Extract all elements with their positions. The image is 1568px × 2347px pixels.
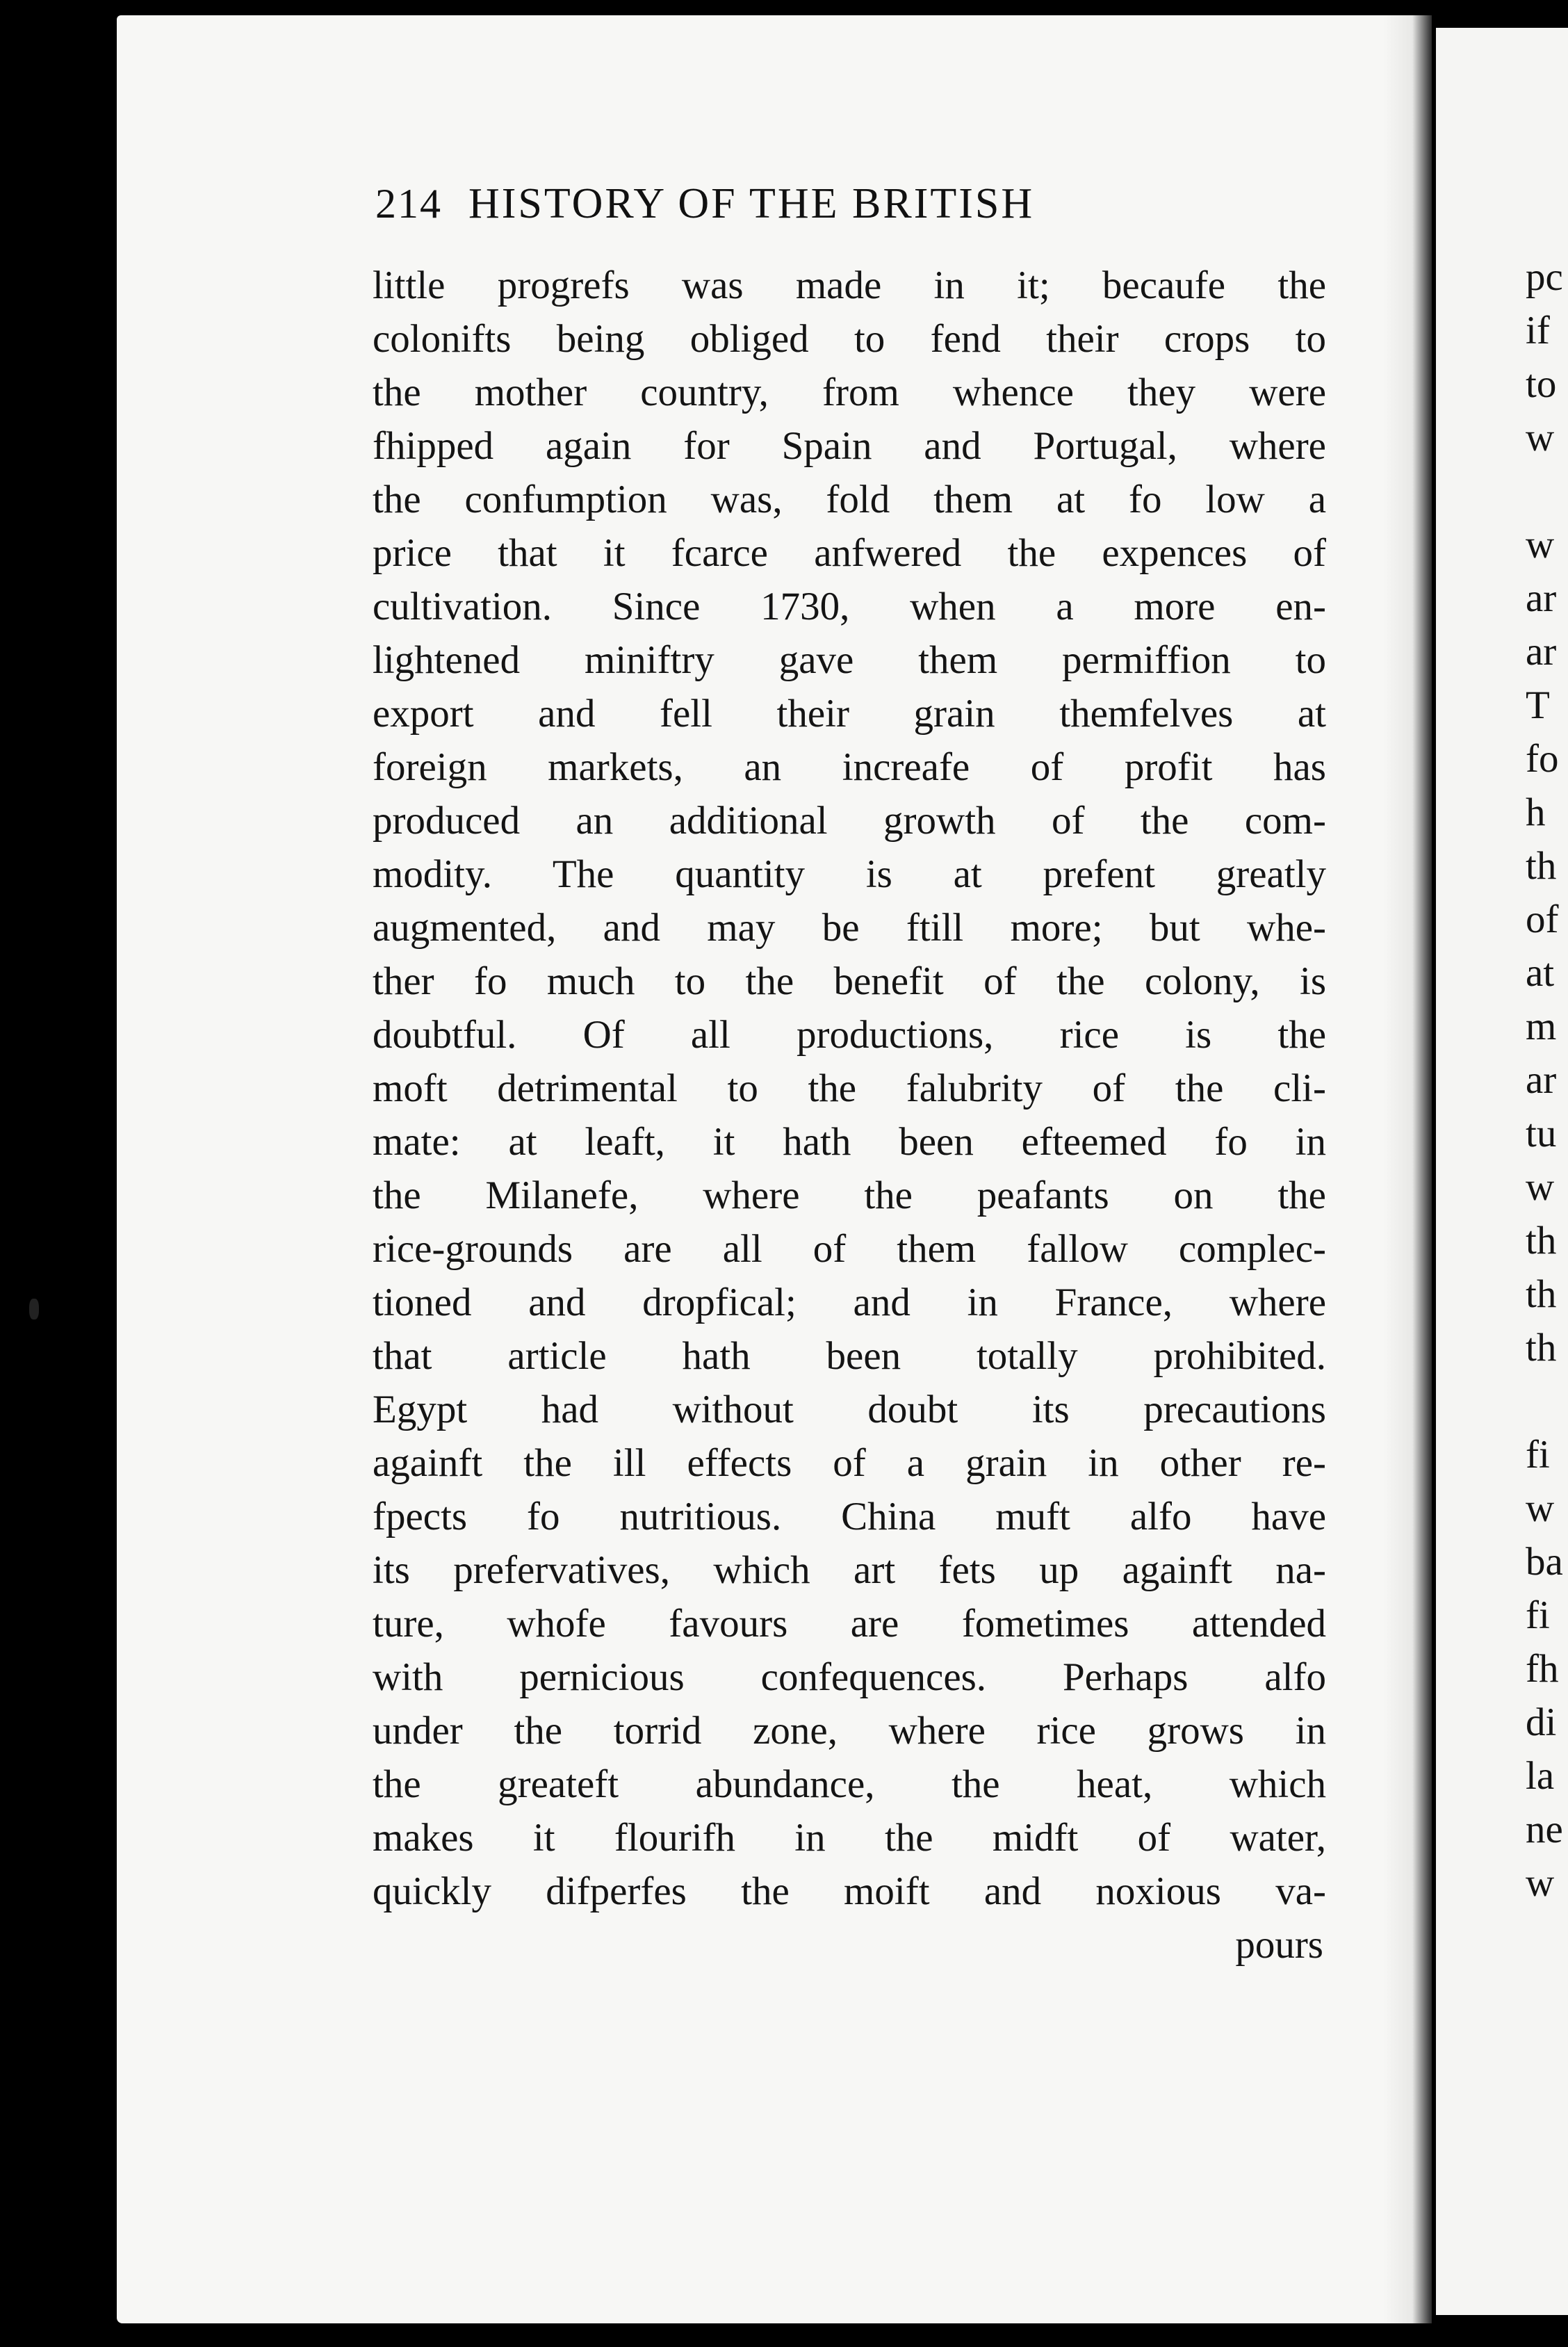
facing-text-fragment: w	[1526, 1486, 1555, 1530]
facing-text-fragment: fi	[1526, 1433, 1550, 1477]
text-line: the Milanefe, where the peafants on the	[373, 1174, 1326, 1217]
text-line: export and fell their grain themfelves at	[373, 692, 1326, 736]
facing-text-fragment: pc	[1526, 255, 1563, 299]
text-line: lightened miniftry gave them permiffion to	[373, 638, 1326, 682]
facing-text-fragment: la	[1526, 1754, 1555, 1798]
facing-text-fragment: tu	[1526, 1112, 1557, 1155]
facing-text-fragment: if	[1526, 309, 1550, 352]
facing-text-fragment: fo	[1526, 737, 1559, 781]
facing-text-fragment: ar	[1526, 1058, 1557, 1102]
text-line: doubtful. Of all productions, rice is the	[373, 1013, 1326, 1057]
text-line: fhipped again for Spain and Portugal, where	[373, 424, 1326, 468]
facing-text-fragment: w	[1526, 523, 1555, 567]
text-line: the greateft abundance, the heat, which	[373, 1762, 1326, 1806]
text-line: modity. The quantity is at prefent greatly	[373, 852, 1326, 896]
facing-text-fragment	[1526, 1374, 1568, 1428]
text-line: mate: at leaft, it hath been efteemed fo in	[373, 1120, 1326, 1164]
scan-speck	[29, 1299, 39, 1319]
text-line: cultivation. Since 1730, when a more en-	[373, 585, 1326, 628]
facing-text-fragment: th	[1526, 1326, 1557, 1370]
catchword: pours	[1235, 1923, 1323, 1967]
facing-text-fragment: th	[1526, 1219, 1557, 1262]
facing-text-fragment: di	[1526, 1700, 1557, 1744]
text-line: colonifts being obliged to fend their crops to	[373, 317, 1326, 361]
facing-text-fragment: w	[1526, 416, 1555, 460]
text-line: quickly difperfes the moift and noxious va-	[373, 1869, 1326, 1913]
text-line: little progrefs was made in it; becaufe the	[373, 263, 1326, 307]
text-line: tioned and dropfical; and in France, where	[373, 1281, 1326, 1324]
facing-text-fragment: fi	[1526, 1593, 1550, 1637]
facing-text-fragment: ba	[1526, 1540, 1563, 1584]
facing-text-fragment: th	[1526, 1272, 1557, 1316]
facing-text-fragment: ne	[1526, 1808, 1563, 1851]
text-line: fpects fo nutritious. China muft alfo have	[373, 1495, 1326, 1538]
facing-text-fragment: th	[1526, 844, 1557, 888]
facing-text-fragment: ar	[1526, 630, 1557, 674]
text-line: with pernicious confequences. Perhaps alfo	[373, 1655, 1326, 1699]
facing-text-fragment: m	[1526, 1005, 1557, 1048]
body-text	[373, 259, 1326, 1972]
facing-text-fragment: w	[1526, 1165, 1555, 1209]
text-line: makes it flourifh in the midft of water,	[373, 1816, 1326, 1860]
facing-text-fragment: T	[1526, 683, 1550, 727]
text-line: ture, whofe favours are fometimes attended	[373, 1602, 1326, 1646]
running-head	[375, 179, 1279, 235]
text-line: the confumption was, fold them at fo low a	[373, 478, 1326, 521]
facing-text-fragment: h	[1526, 790, 1546, 834]
facing-text-fragment	[1526, 464, 1568, 518]
facing-text-fragment: at	[1526, 951, 1555, 995]
facing-text-fragment: to	[1526, 362, 1557, 406]
text-line: Egypt had without doubt its precautions	[373, 1388, 1326, 1431]
running-title: HISTORY OF THE BRITISH	[468, 180, 1035, 227]
text-line: againft the ill effects of a grain in other re-	[373, 1441, 1326, 1485]
facing-page-text	[1526, 250, 1568, 1910]
text-line: the mother country, from whence they were	[373, 371, 1326, 414]
text-line: its prefervatives, which art fets up againft na-	[373, 1548, 1326, 1592]
facing-text-fragment: of	[1526, 898, 1559, 941]
text-line: foreign markets, an increafe of profit has	[373, 745, 1326, 789]
text-line: augmented, and may be ftill more; but whe-	[373, 906, 1326, 950]
page-gutter	[1383, 15, 1432, 2323]
facing-text-fragment: fh	[1526, 1647, 1559, 1691]
facing-text-fragment: w	[1526, 1861, 1555, 1905]
text-line: moft detrimental to the falubrity of the cli-	[373, 1066, 1326, 1110]
text-line: under the torrid zone, where rice grows in	[373, 1709, 1326, 1753]
text-line: price that it fcarce anfwered the expences of	[373, 531, 1326, 575]
text-line: that article hath been totally prohibited.	[373, 1334, 1326, 1378]
text-line: rice-grounds are all of them fallow complec-	[373, 1227, 1326, 1271]
facing-text-fragment: ar	[1526, 576, 1557, 620]
page-number: 214	[375, 181, 442, 227]
text-line: produced an additional growth of the com-	[373, 799, 1326, 843]
text-line: ther fo much to the benefit of the colony, is	[373, 959, 1326, 1003]
